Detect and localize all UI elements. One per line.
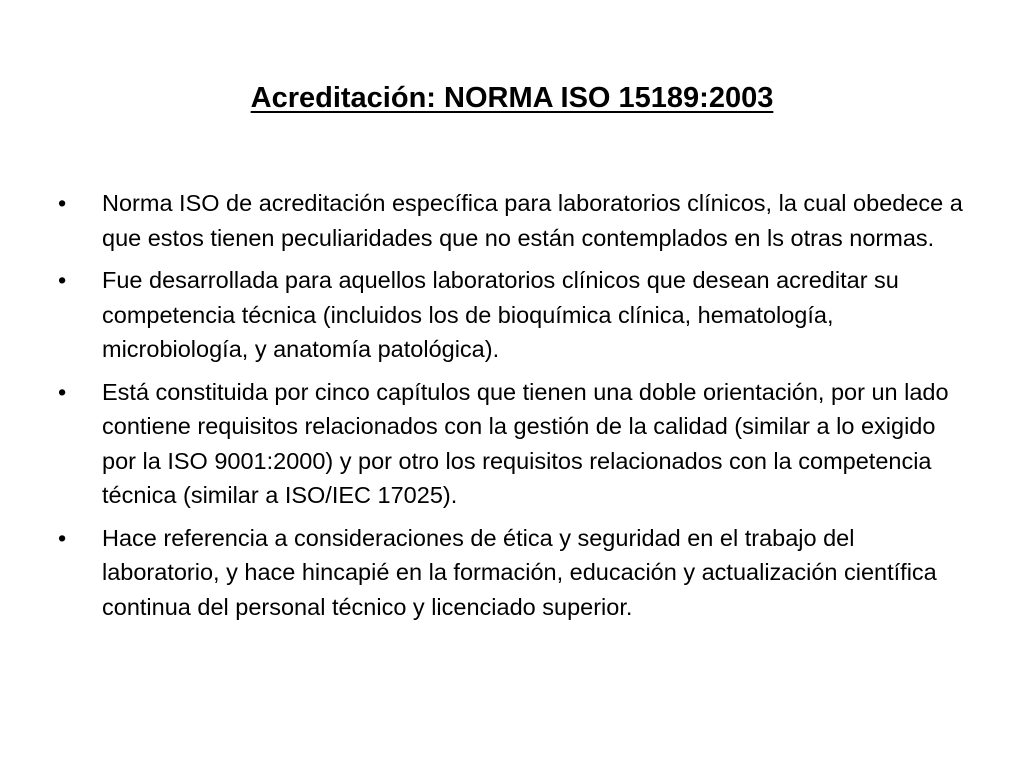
bullet-dot-icon: •: [58, 378, 67, 405]
bullet-item: [58, 375, 968, 513]
slide-title: [0, 76, 1024, 120]
bullet-dot-icon: •: [58, 524, 67, 551]
bullet-text: Norma ISO de acreditación específica para laboratorios clínicos, la cual obedece a que estos tienen peculiaridades que no están contemplados en ls otras normas.: [102, 190, 963, 251]
bullet-list: [58, 186, 968, 632]
bullet-text: Fue desarrollada para aquellos laboratorios clínicos que desean acreditar su competencia técnica (incluidos los de bioquímica clínica, hematología, microbiología, y anatomía patológica).: [102, 267, 899, 362]
slide-title-text: Acreditación: NORMA ISO 15189:2003: [250, 82, 774, 114]
bullet-text: Hace referencia a consideraciones de ética y seguridad en el trabajo del laboratorio, y hace hincapié en la formación, educación y actualización científica continua del personal técnico y licenciado superior.: [102, 524, 937, 620]
bullet-item: [58, 186, 968, 255]
bullet-text: Está constituida por cinco capítulos que tienen una doble orientación, por un lado contiene requisitos relacionados con la gestión de la calidad (similar a lo exigido por la ISO 9001:2000) y por otro los requisitos relacionados con la competencia técnica (similar a ISO/IEC 17025).: [102, 378, 949, 508]
bullet-dot-icon: •: [58, 267, 67, 293]
bullet-item: [58, 521, 968, 625]
bullet-item: [58, 263, 968, 367]
bullet-dot-icon: •: [58, 190, 67, 216]
